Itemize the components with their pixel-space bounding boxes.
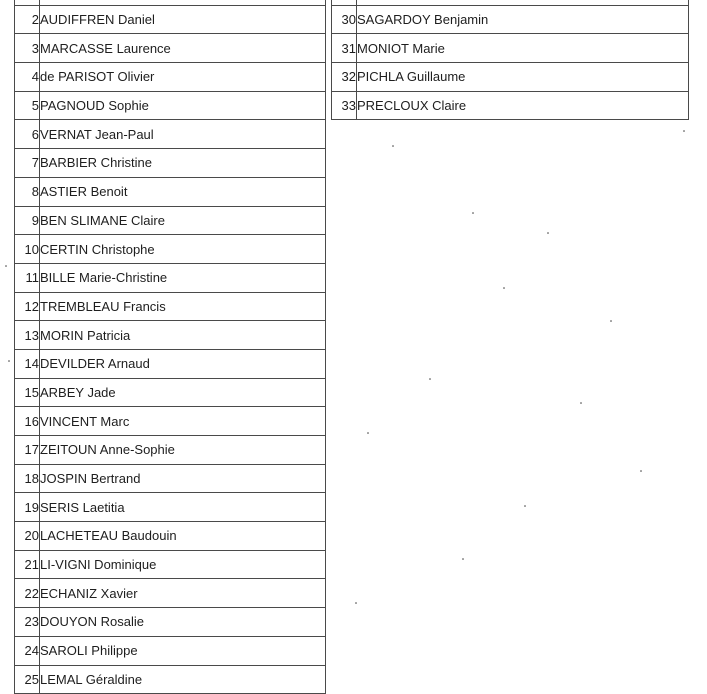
row-number: 33: [332, 91, 357, 120]
row-number: 6: [15, 120, 40, 149]
scan-speck: [503, 287, 505, 289]
list-row: [15, 349, 326, 378]
scan-speck: [367, 432, 369, 434]
row-number: 15: [15, 378, 40, 407]
scan-speck: [524, 505, 526, 507]
member-name: LI-VIGNI Dominique: [40, 550, 326, 579]
member-name: SAGARDOY Benjamin: [357, 5, 689, 34]
row-number: 31: [332, 34, 357, 63]
member-name: PAGNOUD Sophie: [40, 91, 326, 120]
row-number: 30: [332, 5, 357, 34]
list-row: [332, 34, 689, 63]
scan-speck: [8, 360, 10, 362]
member-name: ASTIER Benoit: [40, 177, 326, 206]
list-row: [15, 378, 326, 407]
member-name: ZEITOUN Anne-Sophie: [40, 436, 326, 465]
row-number: 9: [15, 206, 40, 235]
row-number: 3: [15, 34, 40, 63]
list-row: [15, 522, 326, 551]
row-number: 14: [15, 349, 40, 378]
row-number: 10: [15, 235, 40, 264]
member-name: DOUYON Rosalie: [40, 608, 326, 637]
list-row: [15, 608, 326, 637]
row-number: 19: [15, 493, 40, 522]
list-row: [15, 91, 326, 120]
list-row: [332, 91, 689, 120]
row-number: 8: [15, 177, 40, 206]
scan-speck: [472, 212, 474, 214]
member-name: MARCASSE Laurence: [40, 34, 326, 63]
list-row: [15, 407, 326, 436]
scan-speck: [462, 558, 464, 560]
list-row: [332, 5, 689, 34]
row-number: 13: [15, 321, 40, 350]
row-number: 16: [15, 407, 40, 436]
list-row: [15, 665, 326, 694]
list-row: [15, 464, 326, 493]
row-number: 2: [15, 5, 40, 34]
row-number: 17: [15, 436, 40, 465]
row-number: 5: [15, 91, 40, 120]
list-row: [15, 149, 326, 178]
row-number: 18: [15, 464, 40, 493]
list-row: [15, 436, 326, 465]
member-name: SERIS Laetitia: [40, 493, 326, 522]
list-row: [15, 235, 326, 264]
member-name: de PARISOT Olivier: [40, 63, 326, 92]
row-number: 22: [15, 579, 40, 608]
scan-speck: [547, 232, 549, 234]
list-row: [15, 34, 326, 63]
member-name: MONIOT Marie: [357, 34, 689, 63]
member-name: MORIN Patricia: [40, 321, 326, 350]
row-number: 24: [15, 636, 40, 665]
row-number: 25: [15, 665, 40, 694]
member-name: PRECLOUX Claire: [357, 91, 689, 120]
scan-speck: [610, 320, 612, 322]
list-row: [15, 177, 326, 206]
list-row: [15, 206, 326, 235]
member-name: LEMAL Géraldine: [40, 665, 326, 694]
member-name: JOSPIN Bertrand: [40, 464, 326, 493]
row-number: 21: [15, 550, 40, 579]
member-name: PICHLA Guillaume: [357, 63, 689, 92]
list-row: [15, 636, 326, 665]
row-number: 20: [15, 522, 40, 551]
row-number: 12: [15, 292, 40, 321]
member-name: VINCENT Marc: [40, 407, 326, 436]
scan-speck: [392, 145, 394, 147]
list-row: [332, 63, 689, 92]
list-row: [15, 579, 326, 608]
row-number: 32: [332, 63, 357, 92]
member-name: CERTIN Christophe: [40, 235, 326, 264]
right-name-list: [331, 0, 689, 120]
row-number: 11: [15, 263, 40, 292]
left-name-list: [14, 0, 326, 694]
member-name: ECHANIZ Xavier: [40, 579, 326, 608]
member-name: BEN SLIMANE Claire: [40, 206, 326, 235]
member-name: VERNAT Jean-Paul: [40, 120, 326, 149]
list-row: [15, 550, 326, 579]
list-row: [15, 63, 326, 92]
list-row: [15, 493, 326, 522]
member-name: ARBEY Jade: [40, 378, 326, 407]
member-name: SAROLI Philippe: [40, 636, 326, 665]
scan-speck: [429, 378, 431, 380]
scan-speck: [683, 130, 685, 132]
member-name: TREMBLEAU Francis: [40, 292, 326, 321]
row-number: 7: [15, 149, 40, 178]
scan-speck: [5, 265, 7, 267]
member-name: BARBIER Christine: [40, 149, 326, 178]
row-number: 23: [15, 608, 40, 637]
row-number: 4: [15, 63, 40, 92]
list-row: [15, 120, 326, 149]
member-name: BILLE Marie-Christine: [40, 263, 326, 292]
member-name: AUDIFFREN Daniel: [40, 5, 326, 34]
member-name: LACHETEAU Baudouin: [40, 522, 326, 551]
list-row: [15, 292, 326, 321]
scan-speck: [640, 470, 642, 472]
scan-speck: [580, 402, 582, 404]
member-name: DEVILDER Arnaud: [40, 349, 326, 378]
list-row: [15, 263, 326, 292]
scan-speck: [355, 602, 357, 604]
list-row: [15, 321, 326, 350]
list-row: [15, 5, 326, 34]
